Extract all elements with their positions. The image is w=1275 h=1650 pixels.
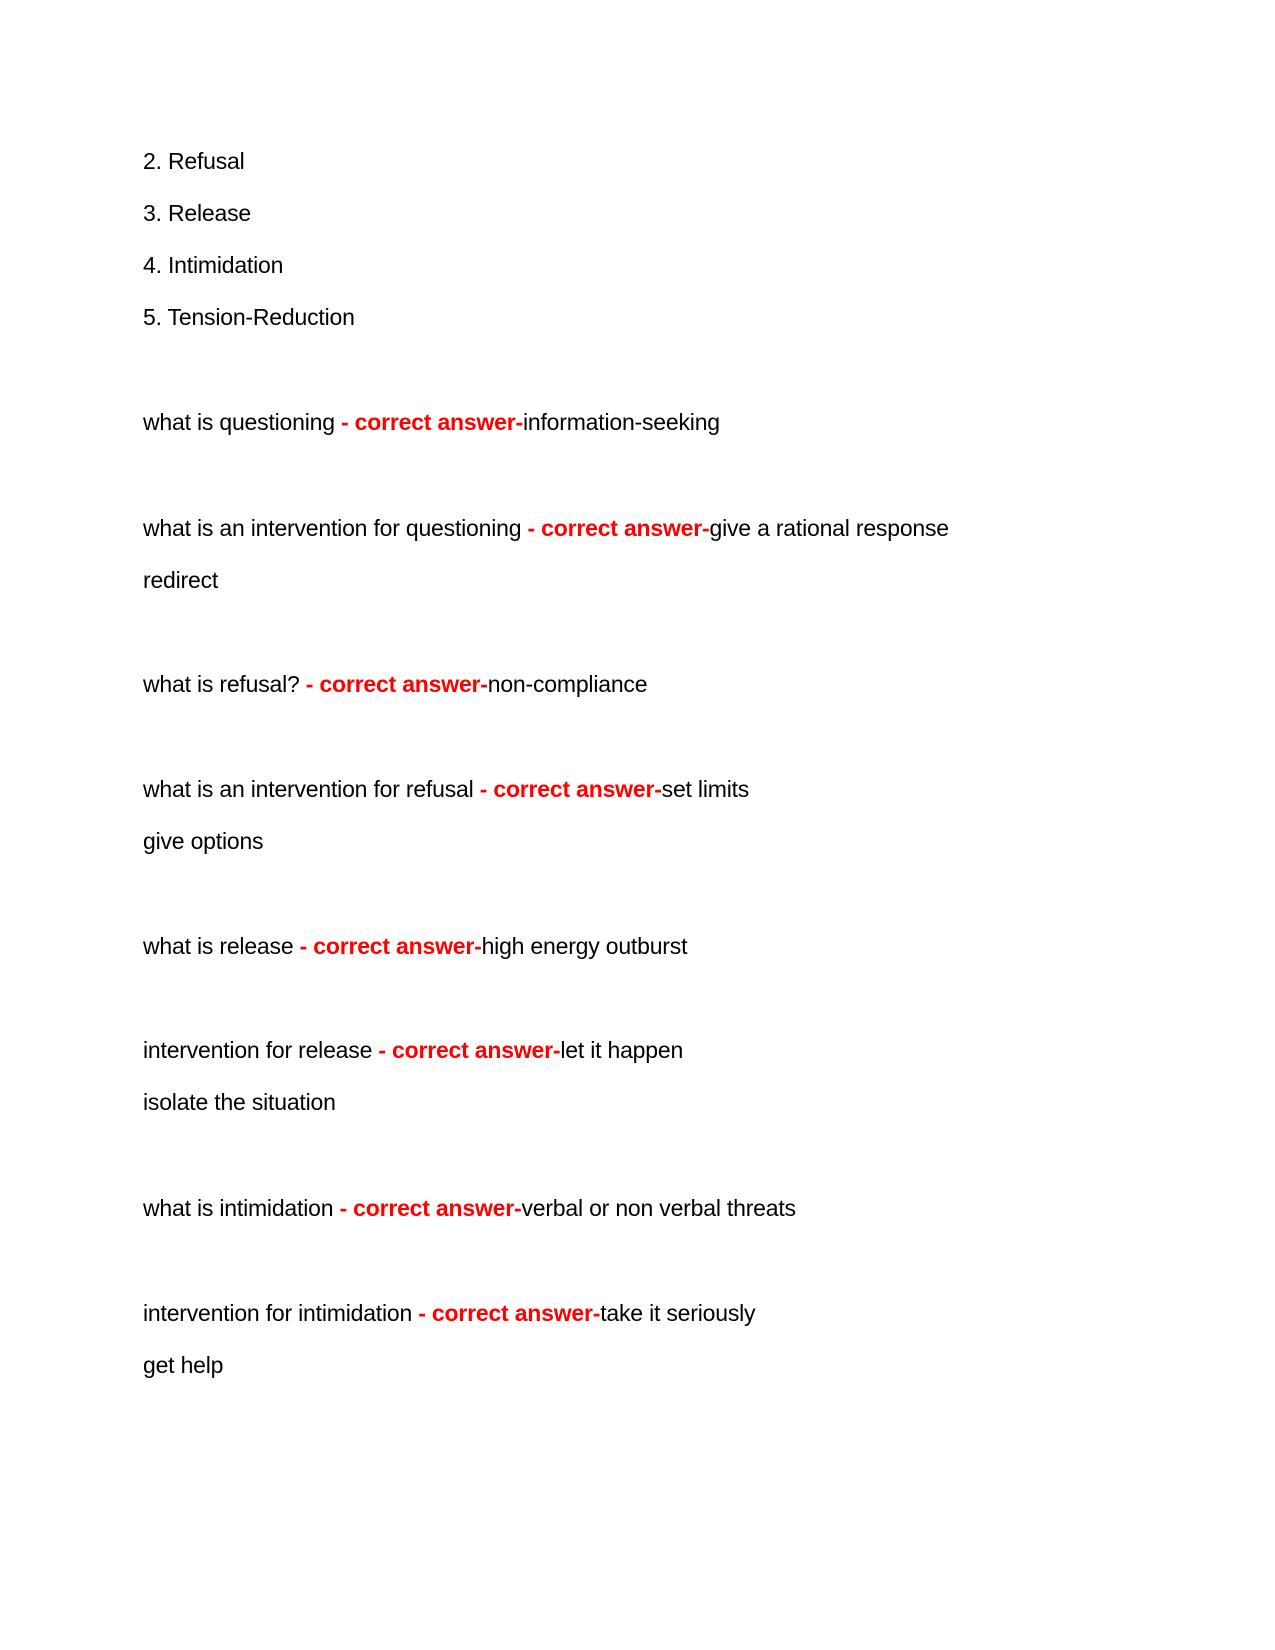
answer-text: let it happen xyxy=(560,1037,684,1063)
answer-text: information-seeking xyxy=(522,409,720,435)
correct-answer-marker: - correct answer- xyxy=(479,776,662,802)
correct-answer-marker: - correct answer- xyxy=(378,1037,561,1063)
correct-answer-marker: - correct answer- xyxy=(299,933,482,959)
list-item: 3. Release xyxy=(143,200,251,226)
answer-text: high energy outburst xyxy=(481,933,688,959)
qa-item xyxy=(143,1193,796,1223)
qa-item xyxy=(143,513,949,543)
qa-item xyxy=(143,1298,755,1328)
question-text: what is an intervention for questioning xyxy=(143,515,528,541)
answer-text: set limits xyxy=(661,776,750,802)
correct-answer-marker: - correct answer- xyxy=(339,1195,522,1221)
question-text: what is an intervention for refusal xyxy=(143,776,480,802)
answer-text: verbal or non verbal threats xyxy=(521,1195,796,1221)
list-item: 4. Intimidation xyxy=(143,252,284,278)
qa-item xyxy=(143,669,647,699)
list-item: 5. Tension-Reduction xyxy=(143,304,355,330)
correct-answer-marker: - correct answer- xyxy=(305,671,488,697)
question-text: what is intimidation xyxy=(143,1195,340,1221)
answer-continuation: get help xyxy=(143,1352,224,1378)
answer-text: give a rational response xyxy=(709,515,949,541)
answer-continuation: redirect xyxy=(143,567,219,593)
correct-answer-marker: - correct answer- xyxy=(527,515,710,541)
list-item: 2. Refusal xyxy=(143,148,245,174)
question-text: what is questioning xyxy=(143,409,342,435)
question-text: what is refusal? xyxy=(143,671,306,697)
answer-text: take it seriously xyxy=(600,1300,756,1326)
qa-item xyxy=(143,407,720,437)
question-text: intervention for release xyxy=(143,1037,379,1063)
answer-continuation: isolate the situation xyxy=(143,1089,336,1115)
qa-item xyxy=(143,774,749,804)
answer-text: non-compliance xyxy=(487,671,648,697)
answer-continuation: give options xyxy=(143,828,264,854)
correct-answer-marker: - correct answer- xyxy=(341,409,523,435)
qa-item xyxy=(143,1035,683,1065)
question-text: what is release xyxy=(143,933,300,959)
correct-answer-marker: - correct answer- xyxy=(418,1300,601,1326)
qa-item xyxy=(143,931,687,961)
question-text: intervention for intimidation xyxy=(143,1300,419,1326)
